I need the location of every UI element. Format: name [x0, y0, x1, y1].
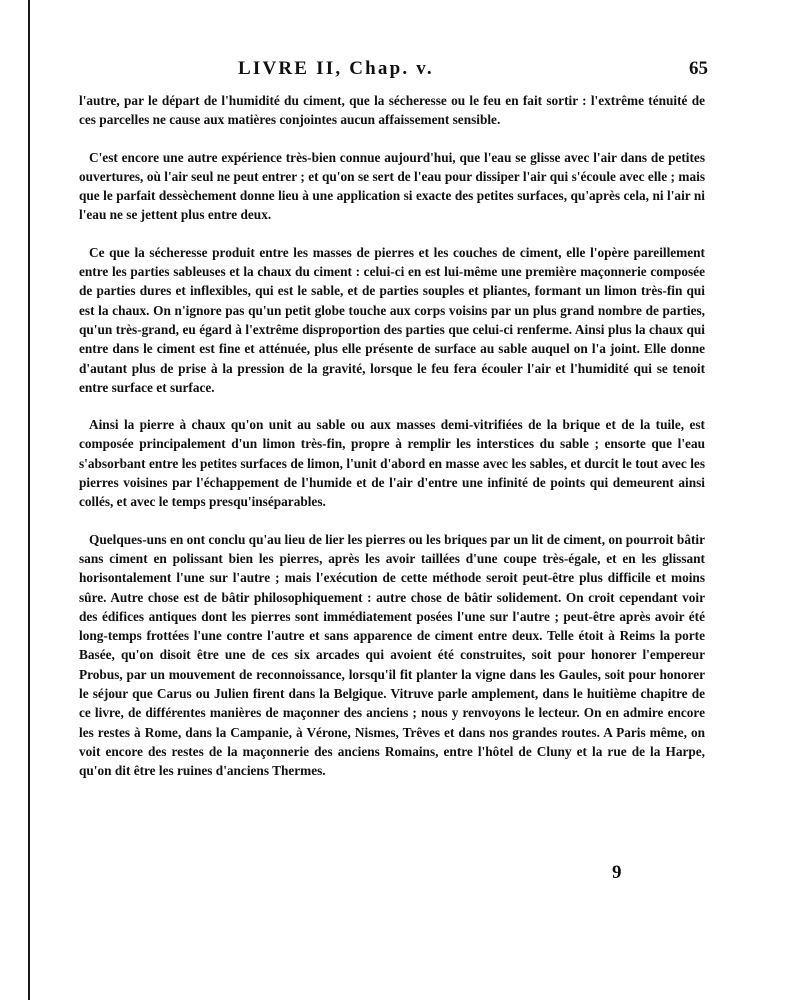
- signature-mark: 9: [612, 862, 622, 883]
- paragraph-conclusions: Quelques-uns en ont conclu qu'au lieu de lier les pierres ou les briques par un lit de ciment, on pourroit bâtir sans ciment en polissant bien les pierres, après les avoir taillées d'une coupe très-égale, et en les glissant horisontalement l'une sur l'autre ; mais l'exécution de cette méthode seroit peut-être plus difficile et moins sûre. Autre chose est de bâtir philosophiquement : autre chose de bâtir solidement. On croit cependant voir des édifices antiques dont les pierres sont immédiatement posées l'une sur l'autre ; peut-être après avoir été long-temps frottées l'une contre l'autre et sans apparence de ciment entre deux. Telle étoit à Reims la porte Basée, qu'on disoit être une de ces six arcades qui avoient été construites, soit pour honorer l'empereur Probus, par un mouvement de reconnoissance, lorsqu'il fit planter la vigne dans les Gaules, soit pour honorer le séjour que Carus ou Julien firent dans la Belgique. Vitruve parle amplement, dans le huitième chapitre de ce livre, de différentes manières de maçonner des anciens ; nous y renvoyons le lecteur. On en admire encore les restes à Rome, dans la Campanie, à Vérone, Nismes, Trêves et dans nos grandes routes. A Paris même, on voit encore des restes de la maçonnerie des anciens Romains, entre l'hôtel de Cluny et la rue de la Harpe, qu'on dit être les ruines d'anciens Thermes.: [79, 531, 705, 779]
- page-number: 65: [689, 58, 708, 79]
- paragraph-lime-stone: Ainsi la pierre à chaux qu'on unit au sable ou aux masses demi-vitrifiées de la brique et de la tuile, est composée principalement d'un limon très-fin, propre à remplir les interstices du sable ; ensorte que l'eau s'absorbant entre les petites surfaces de limon, l'unit d'abord en masse avec les sables, et durcit le tout avec les pierres voisines par l'échappement de l'humide et de l'air d'entre une infinité de points qui demeurent ainsi collés, et avec le temps presqu'inséparables.: [79, 417, 705, 510]
- body-text: [79, 91, 705, 799]
- running-title: LIVRE II, Chap. v.: [238, 58, 434, 79]
- paragraph-air-water: C'est encore une autre expérience très-bien connue aujourd'hui, que l'eau se glisse avec l'air dans de petites ouvertures, où l'air seul ne peut entrer ; et qu'on se sert de l'eau pour dissiper l'air qui s'écoule avec elle ; mais que le parfait dessèchement donne lieu à une application si exacte des petites surfaces, qu'après cela, ni l'air ni l'eau ne se jettent plus entre deux.: [79, 149, 705, 223]
- paragraph-continuation: l'autre, par le départ de l'humidité du ciment, que la sécheresse ou le feu en fait sortir : l'extrême ténuité de ces parcelles ne cause aux matières conjointes aucun affaissement sensible.: [79, 93, 705, 128]
- paragraph-dryness: Ce que la sécheresse produit entre les masses de pierres et les couches de ciment, elle l'opère pareillement entre les parties sableuses et la chaux du ciment : celui-ci en est lui-même une première maçonnerie composée de parties dures et inflexibles, qui est le sable, et de parties souples et pliantes, formant un limon très-fin qui est la chaux. On n'ignore pas qu'un petit globe touche aux corps voisins par un plus grand nombre de parties, qu'un très-grand, eu égard à l'extrême disproportion des parties que celui-ci renferme. Ainsi plus la chaux qui entre dans le ciment est fine et atténuée, plus elle présente de surface au sable auquel on l'a joint. Elle donne d'autant plus de prise à la pression de la gravité, lorsque le feu fera écouler l'air et l'humidité qui se tenoit entre surface et surface.: [79, 244, 705, 395]
- page-edge-rule: [28, 0, 30, 1000]
- page-header: [238, 58, 708, 84]
